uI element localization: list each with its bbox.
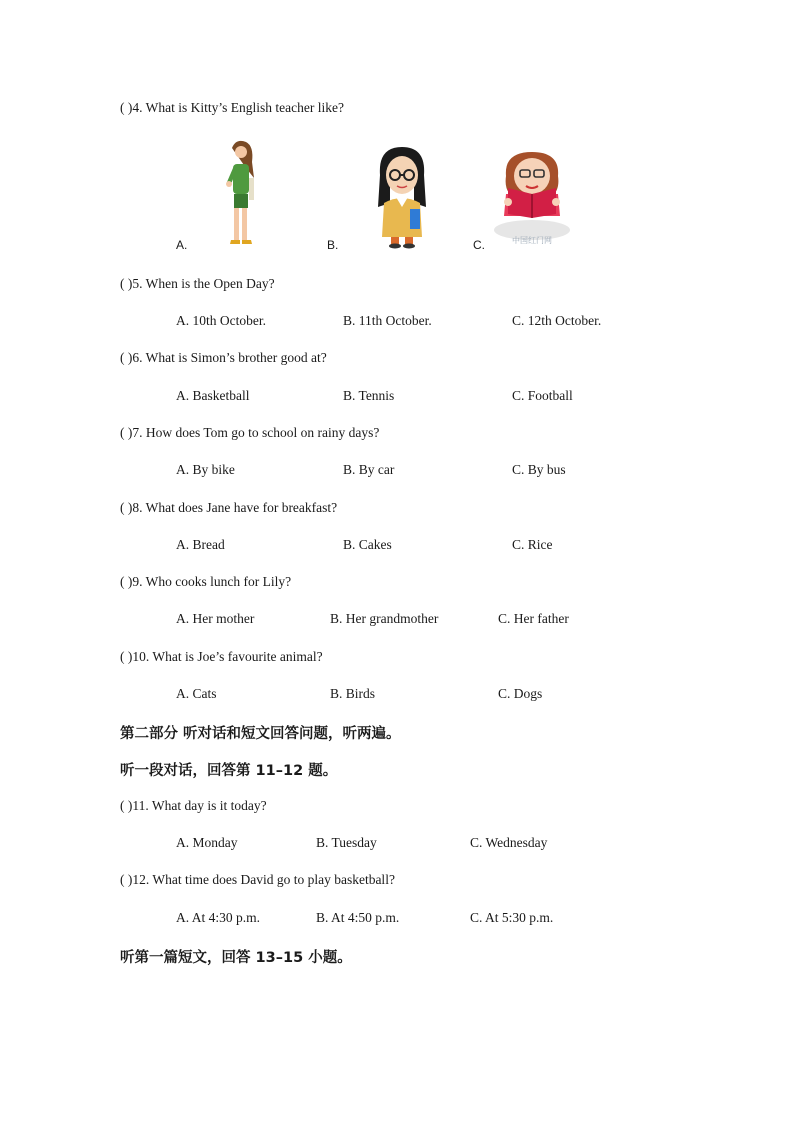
q8-option-a: A. Bread [176,537,225,552]
q5-option-c: C. 12th October. [512,313,602,328]
q7-option-b: B. By car [343,462,395,477]
q11-option-a: A. Monday [176,835,238,850]
q6-option-c: C. Football [512,388,573,403]
question-6: ( )6. What is Simon’s brother good at? [120,350,327,365]
q7-option-a: A. By bike [176,462,235,477]
q5-option-a: A. 10th October. [176,313,266,328]
q10-option-a: A. Cats [176,686,217,701]
question-4: ( )4. What is Kitty’s English teacher like? [120,100,344,115]
q8-option-b: B. Cakes [343,537,392,552]
q10-option-b: B. Birds [330,686,376,701]
q10-option-c: C. Dogs [498,686,543,701]
q12-option-b: B. At 4:50 p.m. [316,910,400,925]
question-9: ( )9. Who cooks lunch for Lily? [120,574,292,589]
part2-dialogue-instruction: 听一段对话，回答第 11–12 题。 [120,763,338,779]
q6-option-a: A. Basketball [176,388,250,403]
q9-option-a: A. Her mother [176,611,255,626]
q8-option-c: C. Rice [512,537,553,552]
teacher-picture-b [372,145,432,250]
q7-option-c: C. By bus [512,462,566,477]
question-10: ( )10. What is Joe’s favourite animal? [120,649,323,664]
teacher-picture-c [490,150,574,248]
question-8: ( )8. What does Jane have for breakfast? [120,500,338,515]
q12-option-c: C. At 5:30 p.m. [470,910,554,925]
question-7: ( )7. How does Tom go to school on rainy days? [120,425,380,440]
q6-option-b: B. Tennis [343,388,395,403]
teacher-picture-a [222,138,262,250]
q12-option-a: A. At 4:30 p.m. [176,910,261,925]
option-a-label: A. [176,238,188,252]
option-b-label: B. [327,238,339,252]
q11-option-c: C. Wednesday [470,835,548,850]
question-5: ( )5. When is the Open Day? [120,276,275,291]
part2-heading: 第二部分 听对话和短文回答问题，听两遍。 [120,726,401,742]
watermark-text: 中国红门网 [512,236,552,245]
q9-option-b: B. Her grandmother [330,611,439,626]
part2-passage-instruction: 听第一篇短文，回答 13–15 小题。 [120,950,352,966]
question-12: ( )12. What time does David go to play basketball? [120,872,395,887]
q11-option-b: B. Tuesday [316,835,377,850]
option-c-label: C. [473,238,485,252]
q5-option-b: B. 11th October. [343,313,432,328]
q9-option-c: C. Her father [498,611,569,626]
question-11: ( )11. What day is it today? [120,798,267,813]
